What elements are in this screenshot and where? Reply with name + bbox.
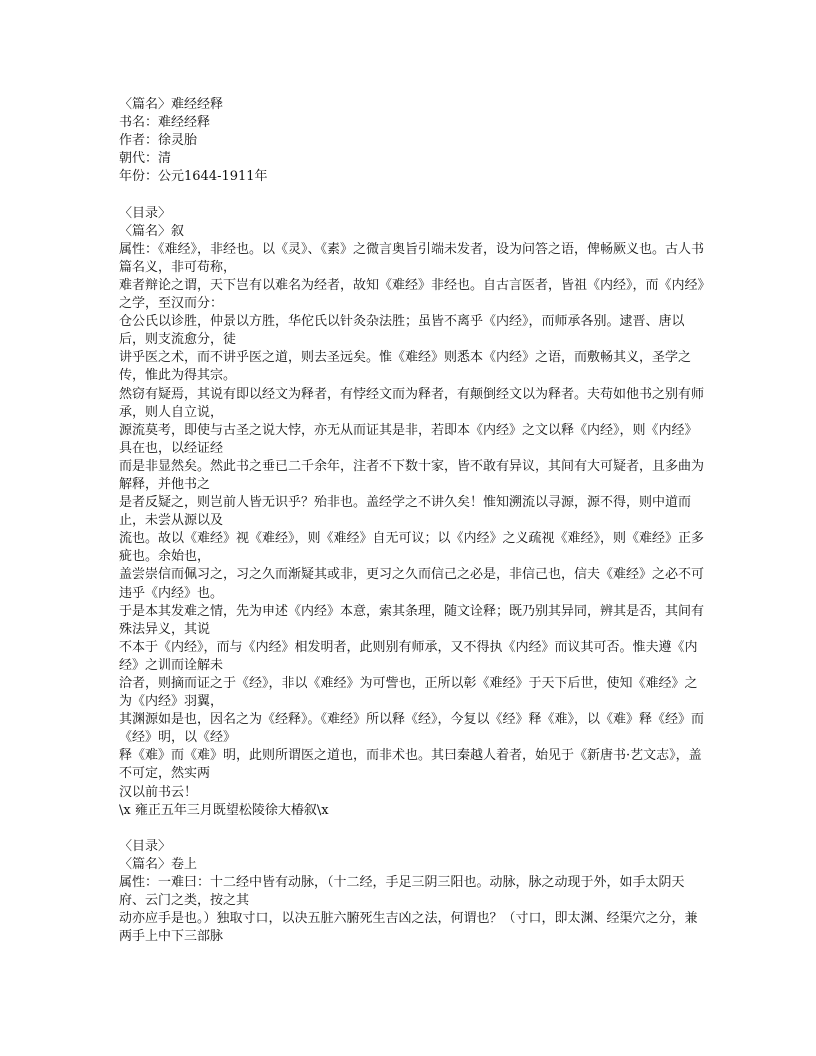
paragraph-line: 难者辩论之谓，天下岂有以难名为经者，故知《难经》非经也。自古言医者，皆祖《内经》，而《内经》之学，至汉而分：: [119, 277, 705, 312]
signature-line: \x 雍正五年三月既望松陵徐大椿叙\x: [119, 802, 329, 818]
paragraph-line: 流也。故以《难经》视《难经》，则《难经》自无可议；以《内经》之义疏视《难经》，则《难经》正多疵也。余始也，: [119, 531, 705, 565]
toc-label: 〈目录〉: [119, 205, 172, 221]
spacer: [119, 186, 709, 204]
paragraph-line: 属性：《难经》，非经也。以《灵》、《素》之微言奥旨引端未发者，设为问答之语，俾畅厥义也。古人书篇名义，非可苟称，: [119, 241, 705, 275]
paragraph-line: 汉以前书云！: [119, 784, 198, 800]
paragraph-line: 源流莫考，即使与古圣之说大悖，亦无从而证其是非，若即本《内经》之文以释《内经》，则《内经》具在也，以经证经: [119, 422, 698, 456]
paragraph-line: 其渊源如是也，因名之为《经释》。《难经》所以释《经》，今复以《经》释《难》，以《难》释《经》而《经》明，以《经》: [119, 712, 705, 746]
paragraph-line: 不本于《内经》，而与《内经》相发明者，此则别有师承，又不得执《内经》而议其可否。惟夫遵《内经》之训而诠解未: [119, 639, 698, 673]
paragraph-line: 而是非显然矣。然此书之垂已二千余年，注者不下数十家，皆不敢有异议，其间有大可疑者，且多曲为解释，并他书之: [119, 458, 705, 492]
section-title: 〈篇名〉卷上: [119, 856, 198, 872]
document-page: [119, 96, 709, 946]
paragraph-line: 盖尝崇信而佩习之，习之久而渐疑其或非，更习之久而信己之必是，非信己也，信夫《难经》之必不可违乎《内经》也。: [119, 567, 705, 601]
toc-label: 〈目录〉: [119, 838, 172, 854]
paragraph-line: 于是本其发难之情，先为申述《内经》本意，索其条理，随文诠释；既乃别其异同，辨其是否，其间有殊法异义，其说: [119, 603, 705, 637]
chapter-title: 〈篇名〉难经经释: [119, 97, 224, 112]
section-title: 〈篇名〉叙: [119, 223, 185, 239]
paragraph-line: 仓公氏以诊胜，仲景以方胜，华佗氏以针灸杂法胜；虽皆不离乎《内经》，而师承各别。逮晋、唐以后，则支流愈分，徒: [119, 314, 685, 348]
spacer: [119, 820, 709, 838]
paragraph-line: 是者反疑之，则岂前人皆无识乎？殆非也。盖经学之不讲久矣！惟知溯流以寻源，源不得，则中道而止，未尝从源以及: [119, 495, 692, 529]
paragraph-line: 讲乎医之术，而不讲乎医之道，则去圣远矣。惟《难经》则悉本《内经》之语，而敷畅其义，圣学之传，惟此为得其宗。: [119, 350, 692, 384]
year: 年份：公元1644-1911年: [119, 169, 268, 185]
paragraph-line: 动亦应手是也。）独取寸口，以决五脏六腑死生吉凶之法，何谓也？（寸口，即太渊、经渠穴之分，兼两手上中下三部脉: [119, 911, 698, 945]
paragraph-line: 释《难》而《难》明，此则所谓医之道也，而非术也。其曰秦越人着者，始见于《新唐书·艺文志》，盖不可定，然实两: [119, 748, 702, 782]
paragraph-line: 属性：一难曰：十二经中皆有动脉，（十二经，手足三阴三阳也。动脉，脉之动现于外，如手太阴天府、云门之类，按之其: [119, 875, 685, 909]
author: 作者：徐灵胎: [119, 133, 198, 149]
paragraph-line: 洽者，则摘而证之于《经》，非以《难经》为可訾也，正所以彰《难经》于天下后世，使知《难经》之为《内经》羽翼，: [119, 676, 698, 710]
dynasty: 朝代：清: [119, 151, 172, 167]
paragraph-line: 然窃有疑焉，其说有即以经文为释者，有悖经文而为释者，有颠倒经文以为释者。夫苟如他书之别有师承，则人自立说，: [119, 386, 705, 420]
book-name: 书名：难经经释: [119, 115, 211, 131]
